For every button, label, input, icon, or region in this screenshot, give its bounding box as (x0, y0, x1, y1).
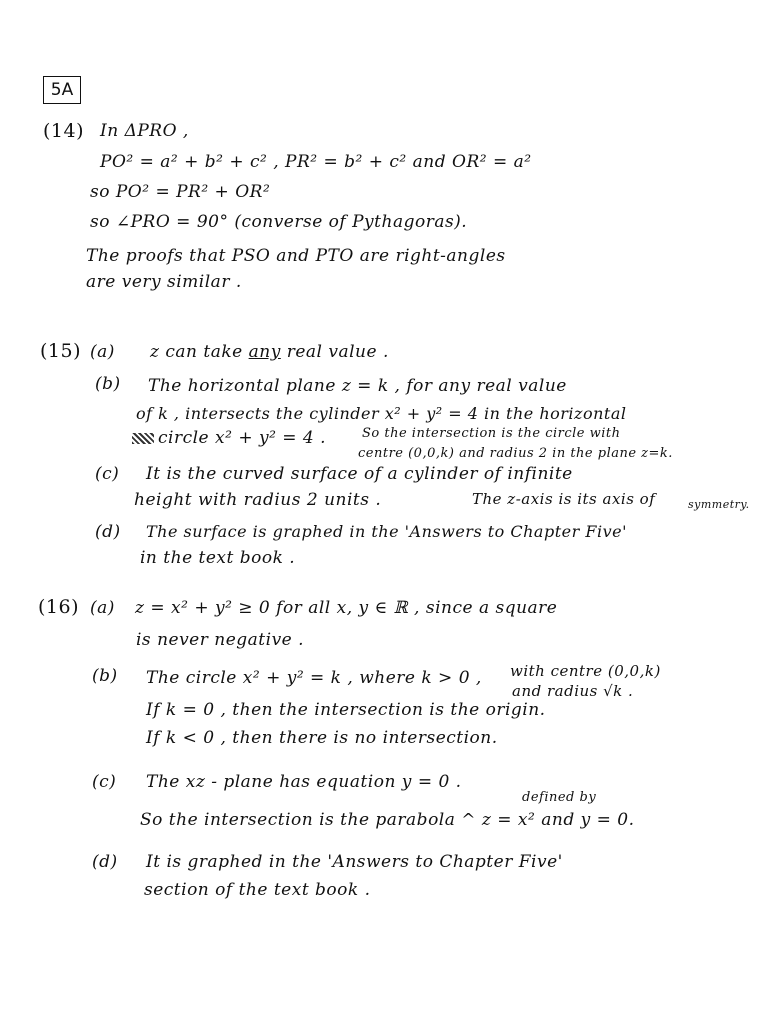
q16c-line-1: The xz - plane has equation y = 0 . (146, 772, 462, 792)
section-label: 5A (43, 76, 81, 104)
q15c-line-2b: The z-axis is its axis of (472, 490, 656, 508)
q16d-label: (d) (92, 852, 118, 872)
q16d-line-1: It is graphed in the 'Answers to Chapter Five' (146, 852, 563, 872)
q14-line-2: PO² = a² + b² + c² , PR² = b² + c² and OR² = a² (100, 152, 532, 172)
q16b-line-1: The circle x² + y² = k , where k > 0 , (146, 668, 482, 688)
q15b-line-2: of k , intersects the cylinder x² + y² = 4 in the horizontal (136, 404, 627, 423)
q16a-line-2: is never negative . (136, 630, 305, 650)
q16a-label: (a) (90, 598, 115, 618)
q16b-line-2: If k = 0 , then the intersection is the origin. (146, 700, 546, 720)
q15d-line-2: in the text book . (140, 548, 296, 568)
q15b-circle-eq: circle x² + y² = 4 . (158, 428, 327, 448)
q15-number: (15) (40, 340, 82, 362)
q15a-text-pre: z can take (150, 342, 249, 362)
q15a-any-underlined: any (248, 342, 281, 362)
q16d-line-2: section of the text book . (144, 880, 371, 900)
q14-number: (14) (43, 120, 85, 142)
q15c-label: (c) (95, 464, 120, 484)
q14-line-1: In ΔPRO , (100, 121, 189, 141)
q14-line-3: so PO² = PR² + OR² (90, 182, 271, 202)
q15c-line-2c: symmetry. (688, 498, 750, 511)
q15b-line-1: The horizontal plane z = k , for any real value (148, 376, 567, 396)
q15b-label: (b) (95, 374, 121, 394)
q16c-line-2: So the intersection is the parabola ^ z = x² and y = 0. (140, 810, 635, 830)
q15a-text (150, 342, 389, 362)
q16b-line-1-right: with centre (0,0,k) (510, 662, 661, 680)
q14-line-4: so ∠PRO = 90° (converse of Pythagoras). (90, 212, 468, 232)
q15c-line-2a: height with radius 2 units . (134, 490, 382, 510)
q16b-label: (b) (92, 666, 118, 686)
q15a-label: (a) (90, 342, 115, 362)
q15b-line-3a (132, 428, 326, 448)
q16b-line-1-right-2: and radius √k . (512, 682, 634, 700)
scribble-mark (132, 433, 154, 444)
q16c-label: (c) (92, 772, 117, 792)
q15b-line-3b: So the intersection is the circle with (362, 426, 621, 441)
q16a-line-1: z = x² + y² ≥ 0 for all x, y ∈ ℝ , since a square (135, 598, 558, 618)
q15b-line-4: centre (0,0,k) and radius 2 in the plane z=k. (358, 446, 673, 461)
q14-line-6: are very similar . (86, 272, 242, 292)
q14-line-5: The proofs that PSO and PTO are right-angles (86, 246, 506, 266)
q15c-line-1: It is the curved surface of a cylinder of infinite (146, 464, 573, 484)
q16b-line-3: If k < 0 , then there is no intersection. (146, 728, 498, 748)
q15a-text-post: real value . (280, 342, 389, 362)
q16-number: (16) (38, 596, 80, 618)
q15d-line-1: The surface is graphed in the 'Answers to Chapter Five' (146, 522, 627, 541)
q16c-note: defined by (522, 790, 597, 805)
q15d-label: (d) (95, 522, 121, 542)
